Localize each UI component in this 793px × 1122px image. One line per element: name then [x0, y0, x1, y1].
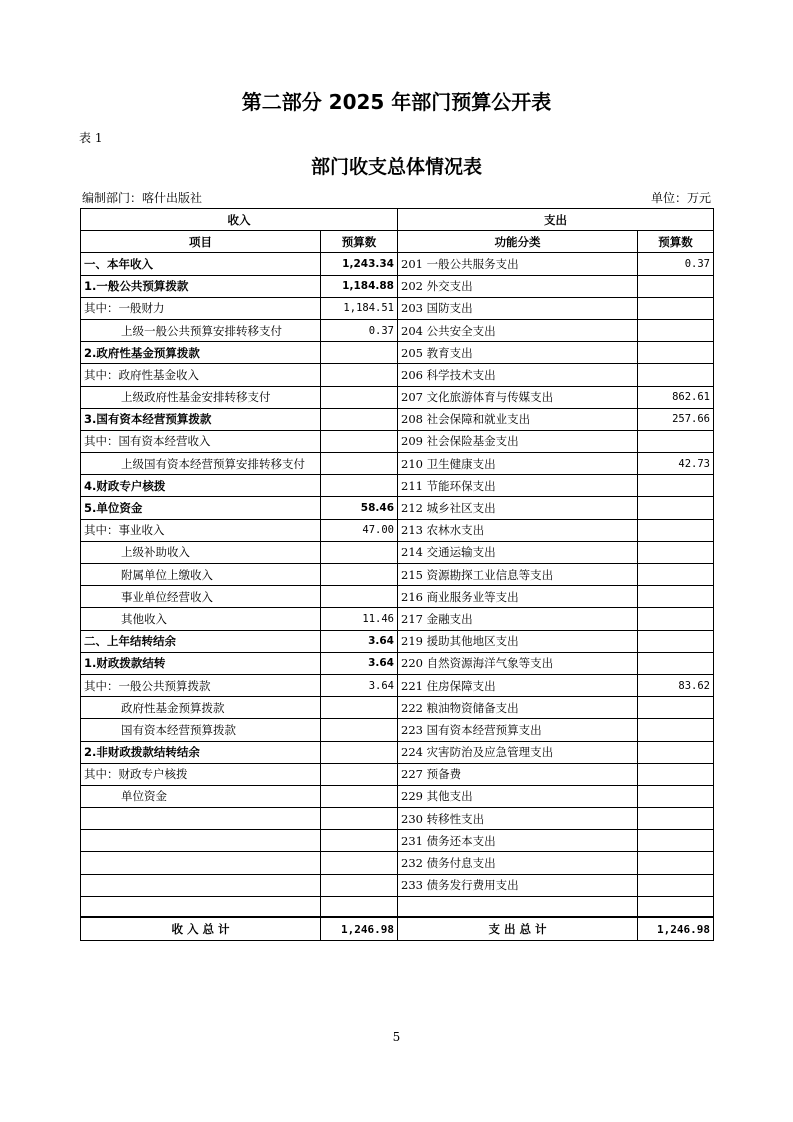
- table-row: [81, 475, 714, 497]
- income-budget-cell: [321, 541, 398, 563]
- page-number: 5: [392, 1030, 401, 1044]
- income-budget-cell: 3.64: [321, 630, 398, 652]
- category-column-header: 功能分类: [398, 231, 638, 253]
- expense-budget-cell: [638, 719, 714, 741]
- expense-budget-cell: [638, 275, 714, 297]
- income-item-cell: 4.财政专户核拨: [81, 475, 321, 497]
- expense-budget-cell: [638, 497, 714, 519]
- income-item-cell: 上级补助收入: [81, 541, 321, 563]
- expense-category-cell: 214 交通运输支出: [398, 541, 638, 563]
- income-item-cell: 其他收入: [81, 608, 321, 630]
- income-budget-cell: 3.64: [321, 652, 398, 674]
- table-row: [81, 342, 714, 364]
- expense-category-cell: 220 自然资源海洋气象等支出: [398, 652, 638, 674]
- expense-budget-cell: 42.73: [638, 453, 714, 475]
- total-row: [81, 917, 714, 940]
- income-item-cell: 3.国有资本经营预算拨款: [81, 408, 321, 430]
- income-item-cell: 上级一般公共预算安排转移支付: [81, 319, 321, 341]
- income-budget-cell: [321, 697, 398, 719]
- expense-group-header: 支出: [398, 209, 714, 231]
- income-budget-cell: [321, 453, 398, 475]
- table-row: [81, 763, 714, 785]
- expense-category-cell: 212 城乡社区支出: [398, 497, 638, 519]
- expense-category-cell: 219 援助其他地区支出: [398, 630, 638, 652]
- income-item-cell: 一、本年收入: [81, 253, 321, 275]
- expense-budget-cell: [638, 785, 714, 807]
- income-budget-cell: [321, 386, 398, 408]
- income-budget-cell: 0.37: [321, 319, 398, 341]
- expense-category-cell: 213 农林水支出: [398, 519, 638, 541]
- income-item-cell: [81, 808, 321, 830]
- income-budget-cell: [321, 586, 398, 608]
- expense-category-cell: 215 资源勘探工业信息等支出: [398, 564, 638, 586]
- expense-category-cell: 208 社会保障和就业支出: [398, 408, 638, 430]
- expense-budget-cell: [638, 763, 714, 785]
- expense-budget-cell: [638, 519, 714, 541]
- income-budget-cell: [321, 364, 398, 386]
- expense-budget-cell: 83.62: [638, 674, 714, 696]
- unit-label: 单位：万元: [650, 191, 711, 205]
- income-budget-cell: [321, 830, 398, 852]
- income-item-cell: [81, 830, 321, 852]
- table-row: [81, 630, 714, 652]
- total-income-label: 收 入 总 计: [81, 917, 321, 940]
- item-column-header: 项目: [81, 231, 321, 253]
- income-budget-cell: [321, 852, 398, 874]
- expense-category-cell: 202 外交支出: [398, 275, 638, 297]
- expense-category-cell: 203 国防支出: [398, 297, 638, 319]
- table-row: [81, 564, 714, 586]
- expense-category-cell: 206 科学技术支出: [398, 364, 638, 386]
- income-budget-cell: [321, 430, 398, 452]
- table-row: [81, 541, 714, 563]
- income-item-cell: 事业单位经营收入: [81, 586, 321, 608]
- income-budget-column-header: 预算数: [321, 231, 398, 253]
- expense-category-cell: 232 债务付息支出: [398, 852, 638, 874]
- expense-category-cell: 224 灾害防治及应急管理支出: [398, 741, 638, 763]
- expense-budget-cell: [638, 808, 714, 830]
- table-row: [81, 586, 714, 608]
- expense-budget-cell: [638, 541, 714, 563]
- income-item-cell: 其中：国有资本经营收入: [81, 430, 321, 452]
- expense-category-cell: 221 住房保障支出: [398, 674, 638, 696]
- income-item-cell: 其中：政府性基金收入: [81, 364, 321, 386]
- income-item-cell: 其中：一般公共预算拨款: [81, 674, 321, 696]
- table-row: [81, 275, 714, 297]
- income-item-cell: 1.一般公共预算拨款: [81, 275, 321, 297]
- income-budget-cell: [321, 475, 398, 497]
- income-group-header: 收入: [81, 209, 398, 231]
- income-budget-cell: 1,184.88: [321, 275, 398, 297]
- table-row: [81, 697, 714, 719]
- expense-category-cell: 227 预备费: [398, 763, 638, 785]
- income-budget-cell: 47.00: [321, 519, 398, 541]
- income-item-cell: 单位资金: [81, 785, 321, 807]
- expense-budget-cell: [638, 564, 714, 586]
- table-number: 表 1: [79, 131, 103, 145]
- page-title: 第二部分 2025 年部门预算公开表: [241, 90, 552, 114]
- budget-table: [80, 208, 714, 941]
- expense-category-cell: 223 国有资本经营预算支出: [398, 719, 638, 741]
- expense-category-cell: 230 转移性支出: [398, 808, 638, 830]
- income-item-cell: [81, 874, 321, 896]
- expense-budget-cell: [638, 319, 714, 341]
- total-expense-label: 支 出 总 计: [398, 917, 638, 940]
- table-row: [81, 852, 714, 874]
- expense-budget-cell: [638, 586, 714, 608]
- income-budget-cell: 1,243.34: [321, 253, 398, 275]
- expense-budget-cell: [638, 652, 714, 674]
- income-item-cell: 其中：一般财力: [81, 297, 321, 319]
- column-header-row: [81, 231, 714, 253]
- income-budget-cell: [321, 785, 398, 807]
- total-income-value: 1,246.98: [321, 917, 398, 940]
- expense-category-cell: 233 债务发行费用支出: [398, 874, 638, 896]
- expense-category-cell: 217 金融支出: [398, 608, 638, 630]
- expense-category-cell: 222 粮油物资储备支出: [398, 697, 638, 719]
- expense-budget-cell: 0.37: [638, 253, 714, 275]
- expense-category-cell: 204 公共安全支出: [398, 319, 638, 341]
- expense-category-cell: 231 债务还本支出: [398, 830, 638, 852]
- expense-budget-cell: 257.66: [638, 408, 714, 430]
- income-item-cell: 其中：事业收入: [81, 519, 321, 541]
- income-budget-cell: [321, 741, 398, 763]
- expense-category-cell: 211 节能环保支出: [398, 475, 638, 497]
- income-budget-cell: [321, 564, 398, 586]
- expense-budget-cell: [638, 630, 714, 652]
- income-budget-cell: 1,184.51: [321, 297, 398, 319]
- table-row: [81, 874, 714, 896]
- income-item-cell: 附属单位上缴收入: [81, 564, 321, 586]
- income-budget-cell: [321, 408, 398, 430]
- income-item-cell: 二、上年结转结余: [81, 630, 321, 652]
- income-budget-cell: [321, 763, 398, 785]
- expense-budget-cell: [638, 830, 714, 852]
- expense-budget-cell: [638, 430, 714, 452]
- income-budget-cell: 11.46: [321, 608, 398, 630]
- expense-budget-cell: [638, 697, 714, 719]
- income-budget-cell: 58.46: [321, 497, 398, 519]
- table-row: [81, 785, 714, 807]
- table-row: [81, 430, 714, 452]
- table-row: [81, 896, 714, 917]
- income-budget-cell: [321, 719, 398, 741]
- expense-budget-cell: [638, 475, 714, 497]
- expense-category-cell: 216 商业服务业等支出: [398, 586, 638, 608]
- income-budget-cell: [321, 342, 398, 364]
- table-row: [81, 608, 714, 630]
- expense-budget-cell: [638, 608, 714, 630]
- table-row: [81, 408, 714, 430]
- expense-budget-cell: 862.61: [638, 386, 714, 408]
- income-item-cell: 上级政府性基金安排转移支付: [81, 386, 321, 408]
- table-row: [81, 674, 714, 696]
- expense-budget-column-header: 预算数: [638, 231, 714, 253]
- expense-budget-cell: [638, 342, 714, 364]
- expense-category-cell: 201 一般公共服务支出: [398, 253, 638, 275]
- expense-budget-cell: [638, 874, 714, 896]
- expense-category-cell: 205 教育支出: [398, 342, 638, 364]
- table-title: 部门收支总体情况表: [310, 156, 482, 178]
- expense-budget-cell: [638, 852, 714, 874]
- table-row: [81, 652, 714, 674]
- department-label: 编制部门：喀什出版社: [82, 191, 203, 205]
- table-row: [81, 319, 714, 341]
- expense-category-cell: 209 社会保险基金支出: [398, 430, 638, 452]
- expense-budget-cell: [638, 741, 714, 763]
- income-item-cell: [81, 852, 321, 874]
- income-item-cell: 其中：财政专户核拨: [81, 763, 321, 785]
- expense-budget-cell: [638, 364, 714, 386]
- income-item-cell: 2.非财政拨款结转结余: [81, 741, 321, 763]
- income-item-cell: 国有资本经营预算拨款: [81, 719, 321, 741]
- expense-category-cell: 210 卫生健康支出: [398, 453, 638, 475]
- group-header-row: [81, 209, 714, 231]
- table-row: [81, 719, 714, 741]
- income-item-cell: 2.政府性基金预算拨款: [81, 342, 321, 364]
- table-row: [81, 808, 714, 830]
- income-budget-cell: [321, 808, 398, 830]
- total-expense-value: 1,246.98: [638, 917, 714, 940]
- table-row: [81, 830, 714, 852]
- income-budget-cell: [321, 874, 398, 896]
- income-item-cell: 上级国有资本经营预算安排转移支付: [81, 453, 321, 475]
- table-row: [81, 519, 714, 541]
- income-item-cell: 5.单位资金: [81, 497, 321, 519]
- income-item-cell: 政府性基金预算拨款: [81, 697, 321, 719]
- expense-category-cell: 207 文化旅游体育与传媒支出: [398, 386, 638, 408]
- table-row: [81, 741, 714, 763]
- table-row: [81, 364, 714, 386]
- table-row: [81, 297, 714, 319]
- table-row: [81, 453, 714, 475]
- table-row: [81, 253, 714, 275]
- income-item-cell: 1.财政拨款结转: [81, 652, 321, 674]
- income-budget-cell: 3.64: [321, 674, 398, 696]
- table-row: [81, 497, 714, 519]
- table-row: [81, 386, 714, 408]
- expense-budget-cell: [638, 297, 714, 319]
- expense-category-cell: 229 其他支出: [398, 785, 638, 807]
